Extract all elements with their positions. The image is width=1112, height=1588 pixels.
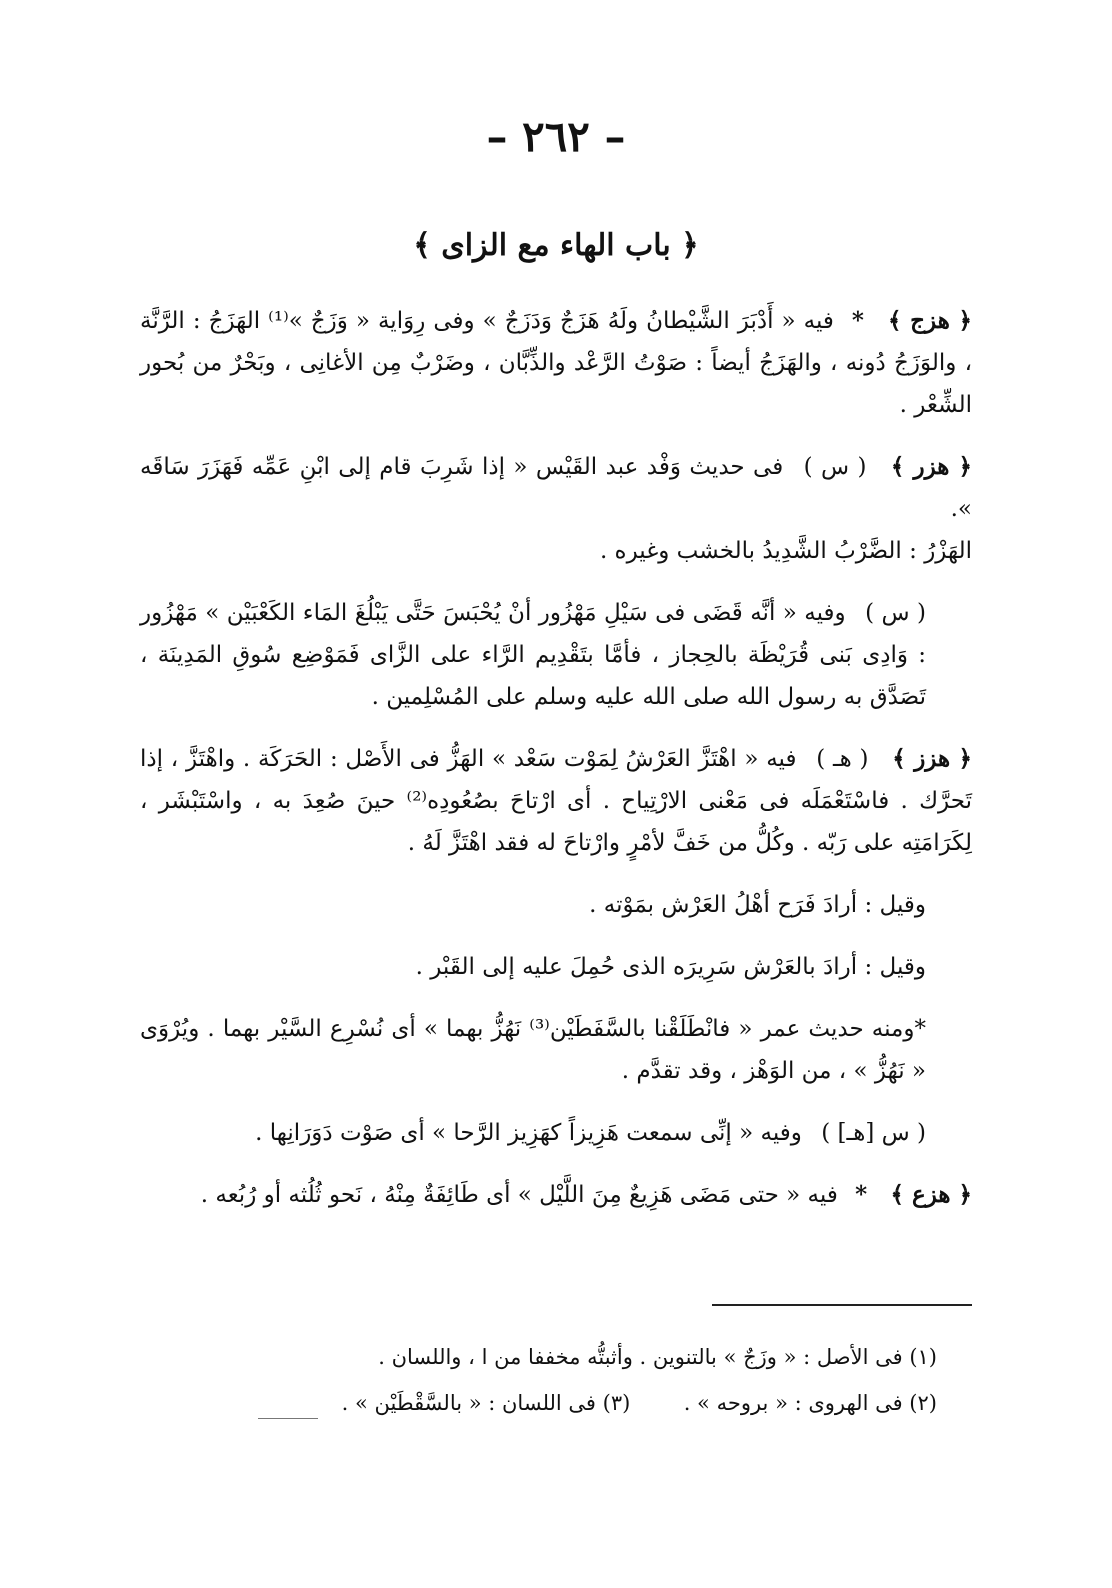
entry-hz3	[140, 1174, 972, 1216]
scan-stray-mark	[258, 1418, 318, 1419]
entry-text-line: فيه « اهْتَزَّ العَرْشُ لِمَوْت سَعْد » الهَزُّ فى الأَصْل : الحَرَكَة . واهْتَزَّ ،	[170, 746, 797, 772]
footnote-2-3	[177, 1380, 937, 1426]
entry-siglum: ( هـ )	[816, 746, 869, 772]
entry-text-line: *ومنه حديث عمر « فانْطَلَقْنا بالسَّفَطَيْن⁽³⁾ نَهُزُّ بهما » أى نُسْرِع السَّيْر بهما . ويُرْوَى « نَهُزُّ » ،	[140, 1016, 926, 1084]
entry-star-marker: *	[855, 1181, 868, 1208]
entry-hzz	[140, 738, 972, 864]
entry-haziz	[140, 1112, 972, 1154]
entry-lemma: ﴿ هزج ﴾	[887, 307, 973, 334]
entry-text-line: لِكَرَامَتِه على رَبّه . وكُلُّ من خَفَّ لأمْرٍ وارْتاحَ له فقد اهْتَزَّ لَهُ .	[407, 830, 972, 856]
entry-text-line: الله صلى الله عليه وسلم على المُسْلِمين .	[371, 684, 771, 710]
page-number: – ٢٦٢ –	[486, 112, 626, 161]
entry-text-line: إذا تَحرَّك . فاسْتَعْمَلَه فى مَعْنى الارْتِياح . أى ارْتاحَ بصُعُودِه⁽²⁾ حينَ صُعِدَ به ، واسْتَبْشَر ،	[140, 746, 972, 814]
body-text	[140, 300, 972, 1236]
entry-text-line: ثُلُثه أو رُبُعه .	[200, 1182, 322, 1208]
entry-text-line: الرَّنَّة ، والوَزَجُ دُونه ، والهَزَجُ أيضاً : صَوْتُ الرَّعْد والذِّبَّان ، وضَرْبٌ مِن الأغانِى ، وبَحْرٌ من	[140, 308, 972, 376]
entry-lemma: ﴿ هزز ﴾	[892, 745, 973, 772]
entry-text-line: وفيه « إنِّى سمعت هَزِيزاً كهَزِيز الرَّحا » أى صَوْت دَوَرَانِها .	[255, 1120, 802, 1146]
entry-lemma: ﴿ هزر ﴾	[890, 453, 972, 480]
footnotes	[177, 1334, 937, 1426]
entry-star-marker: *	[851, 307, 864, 334]
entry-text-line: بُحور الشِّعْر .	[140, 350, 972, 418]
entry-text-line: وقيل : أرادَ بالعَرْش سَرِيرَه الذى حُمِلَ عليه إلى القَبْر .	[415, 954, 926, 980]
entry-siglum: ( س )	[803, 454, 867, 480]
footnote-2: (٢) فى الهروى : « بروحه » .	[683, 1391, 937, 1415]
footnote-separator-rule	[712, 1304, 972, 1306]
footnote-3: (٣) فى اللسان : « بالسَّقْطَيْن » .	[341, 1391, 631, 1415]
entry-text-line: من الوَهْز ، وقد تقدَّم .	[621, 1058, 832, 1084]
entry-siglum: ( س )	[865, 600, 926, 626]
entry-text-line: فى حديث وَفْد عبد القَيْس « إذا شَرِبَ قام إلى ابْنِ عَمِّه فَهَزَرَ سَاقَه ».	[140, 454, 972, 522]
entry-text-line: فيه « أَدْبَرَ الشَّيْطانُ ولَهُ هَزَجٌ وَدَزَجٌ » وفى رِوَاية « وَزَجٌ »⁽¹⁾ الهَزَجُ :	[192, 308, 834, 334]
entry-qil-2	[140, 946, 972, 988]
entry-hzj	[140, 300, 972, 426]
chapter-title: ﴿ باب الهاء مع الزاى ﴾	[413, 228, 699, 263]
entry-umar-hadith	[140, 1008, 972, 1092]
entry-text-line: الهَزْرُ : الضَّرْبُ الشَّدِيدُ بالخشب وغيره .	[599, 538, 972, 564]
entry-text-line: وفيه « أنَّه قَضَى فى سَيْلِ مَهْزُور أنْ يُحْبَسَ حَتَّى يَبْلُغَ المَاء الكَعْبَيْن » مَهْزُور :	[140, 600, 926, 668]
entry-text-line: وَادِى بَنى قُرَيْظَة بالحِجاز ، فأمَّا بتَقْدِيم الرَّاء على الزَّاى فَمَوْضِع سُوقِ المَدِينَة ، تَصَدَّق به رسول	[140, 642, 926, 710]
entry-text-line: فيه « حتى مَضَى هَزِيعٌ مِنَ اللَّيْل » أى طَائِفَةٌ مِنْهُ ، نَحو	[329, 1182, 838, 1208]
entry-mahzur	[140, 592, 972, 718]
entry-text-line: وقيل : أرادَ فَرَح أهْلُ العَرْش بمَوْته .	[589, 892, 926, 918]
footnote-1: (١) فى الأصل : « وزَجٌ » بالتنوين . وأثبتُّه مخففا من ا ، واللسان .	[378, 1345, 937, 1369]
entry-qil-1	[140, 884, 972, 926]
entry-siglum: ( س [هـ] )	[821, 1120, 926, 1146]
entry-hzr	[140, 446, 972, 572]
entry-lemma: ﴿ هزع ﴾	[890, 1181, 972, 1208]
